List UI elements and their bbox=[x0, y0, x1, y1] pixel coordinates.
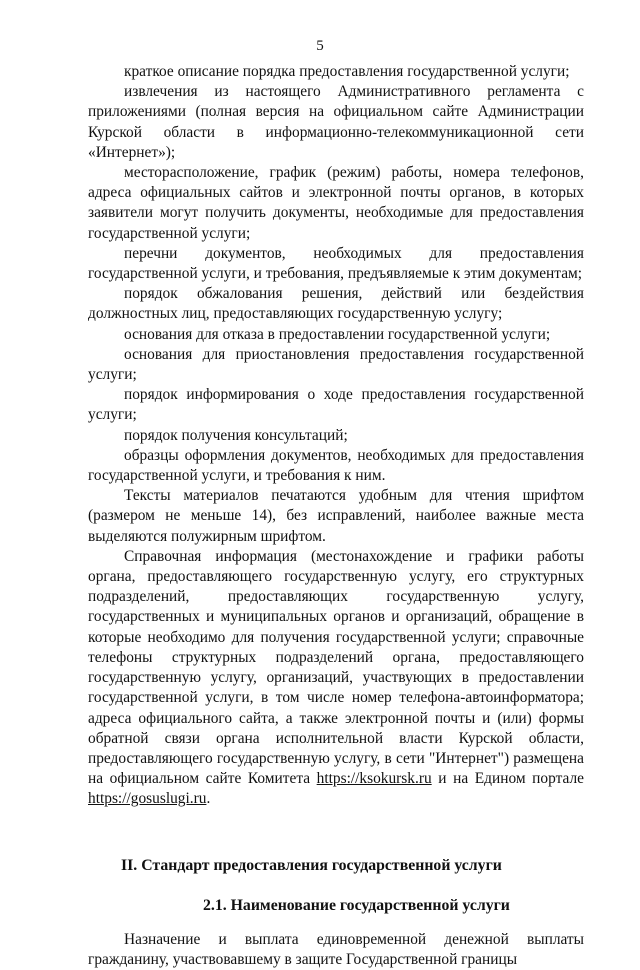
paragraph: порядок информирования о ходе предоставления государственной услуги; bbox=[88, 386, 584, 424]
paragraph: извлечения из настоящего Административного регламента с приложениями (полная версия на официальном сайте Администрации Курской области в информационно-телекоммуникационной сети «Интернет»); bbox=[88, 83, 584, 161]
page-number: 5 bbox=[316, 38, 324, 54]
ksokursk-link[interactable]: https://ksokursk.ru bbox=[316, 770, 432, 788]
subsection-heading: 2.1. Наименование государственной услуги bbox=[203, 896, 510, 914]
paragraph: образцы оформления документов, необходимых для предоставления государственной услуги, и требования к ним. bbox=[88, 446, 584, 485]
paragraph: порядок получения консультаций; bbox=[124, 426, 348, 444]
paragraph: порядок обжалования решения, действий или бездействия должностных лиц, предоставляющих государственную услугу; bbox=[88, 285, 584, 323]
gosuslugi-link[interactable]: https://gosuslugi.ru bbox=[88, 790, 207, 808]
paragraph: Назначение и выплата единовременной денежной выплаты гражданину, участвовавшему в защите Государственной границы bbox=[88, 930, 584, 968]
paragraph: основания для приостановления предоставления государственной услуги; bbox=[88, 345, 584, 384]
reference-info-text: Справочная информация (местонахождение и графики работы органа, предоставляющего государственную услугу, его структурных подразделений, предоставляющих государственную услугу, государственных и муниципальных органов и организаций, обращение в которые необходимо для получения государственной услуги; справочные телефоны структурных подразделений органа, предоставляющего государственную услугу, организаций, участвующих в предоставлении государственной услуги, в том числе номер телефона-автоинформатора; адреса официального сайта, а также электронной почты и (или) формы обратной связи органа исполнительной власти Курской области, предоставляющего государственную услугу, в сети "Интернет") размещена на официальном сайте Комитета bbox=[88, 547, 584, 788]
paragraph: Тексты материалов печатаются удобным для чтения шрифтом (размером не меньше 14), без исправлений, наиболее важные места выделяются полужирным шрифтом. bbox=[88, 487, 584, 545]
paragraph: перечни документов, необходимых для предоставления государственной услуги, и требования, предъявляемые к этим документам; bbox=[88, 244, 584, 283]
reference-info-end: . bbox=[206, 790, 211, 808]
paragraph: основания для отказа в предоставлении государственной услуги; bbox=[124, 325, 551, 343]
paragraph: месторасположение, график (режим) работы, номера телефонов, адреса официальных сайтов и электронной почты органов, в которых заявители могут получить документы, необходимые для предоставления государственной услуги; bbox=[88, 164, 584, 242]
reference-info-mid: и на Едином портале bbox=[438, 770, 584, 788]
section-heading: II. Стандарт предоставления государственной услуги bbox=[121, 856, 502, 874]
reference-info-paragraph bbox=[88, 547, 584, 810]
document-body bbox=[88, 62, 584, 970]
paragraph: краткое описание порядка предоставления государственной услуги; bbox=[124, 63, 570, 80]
